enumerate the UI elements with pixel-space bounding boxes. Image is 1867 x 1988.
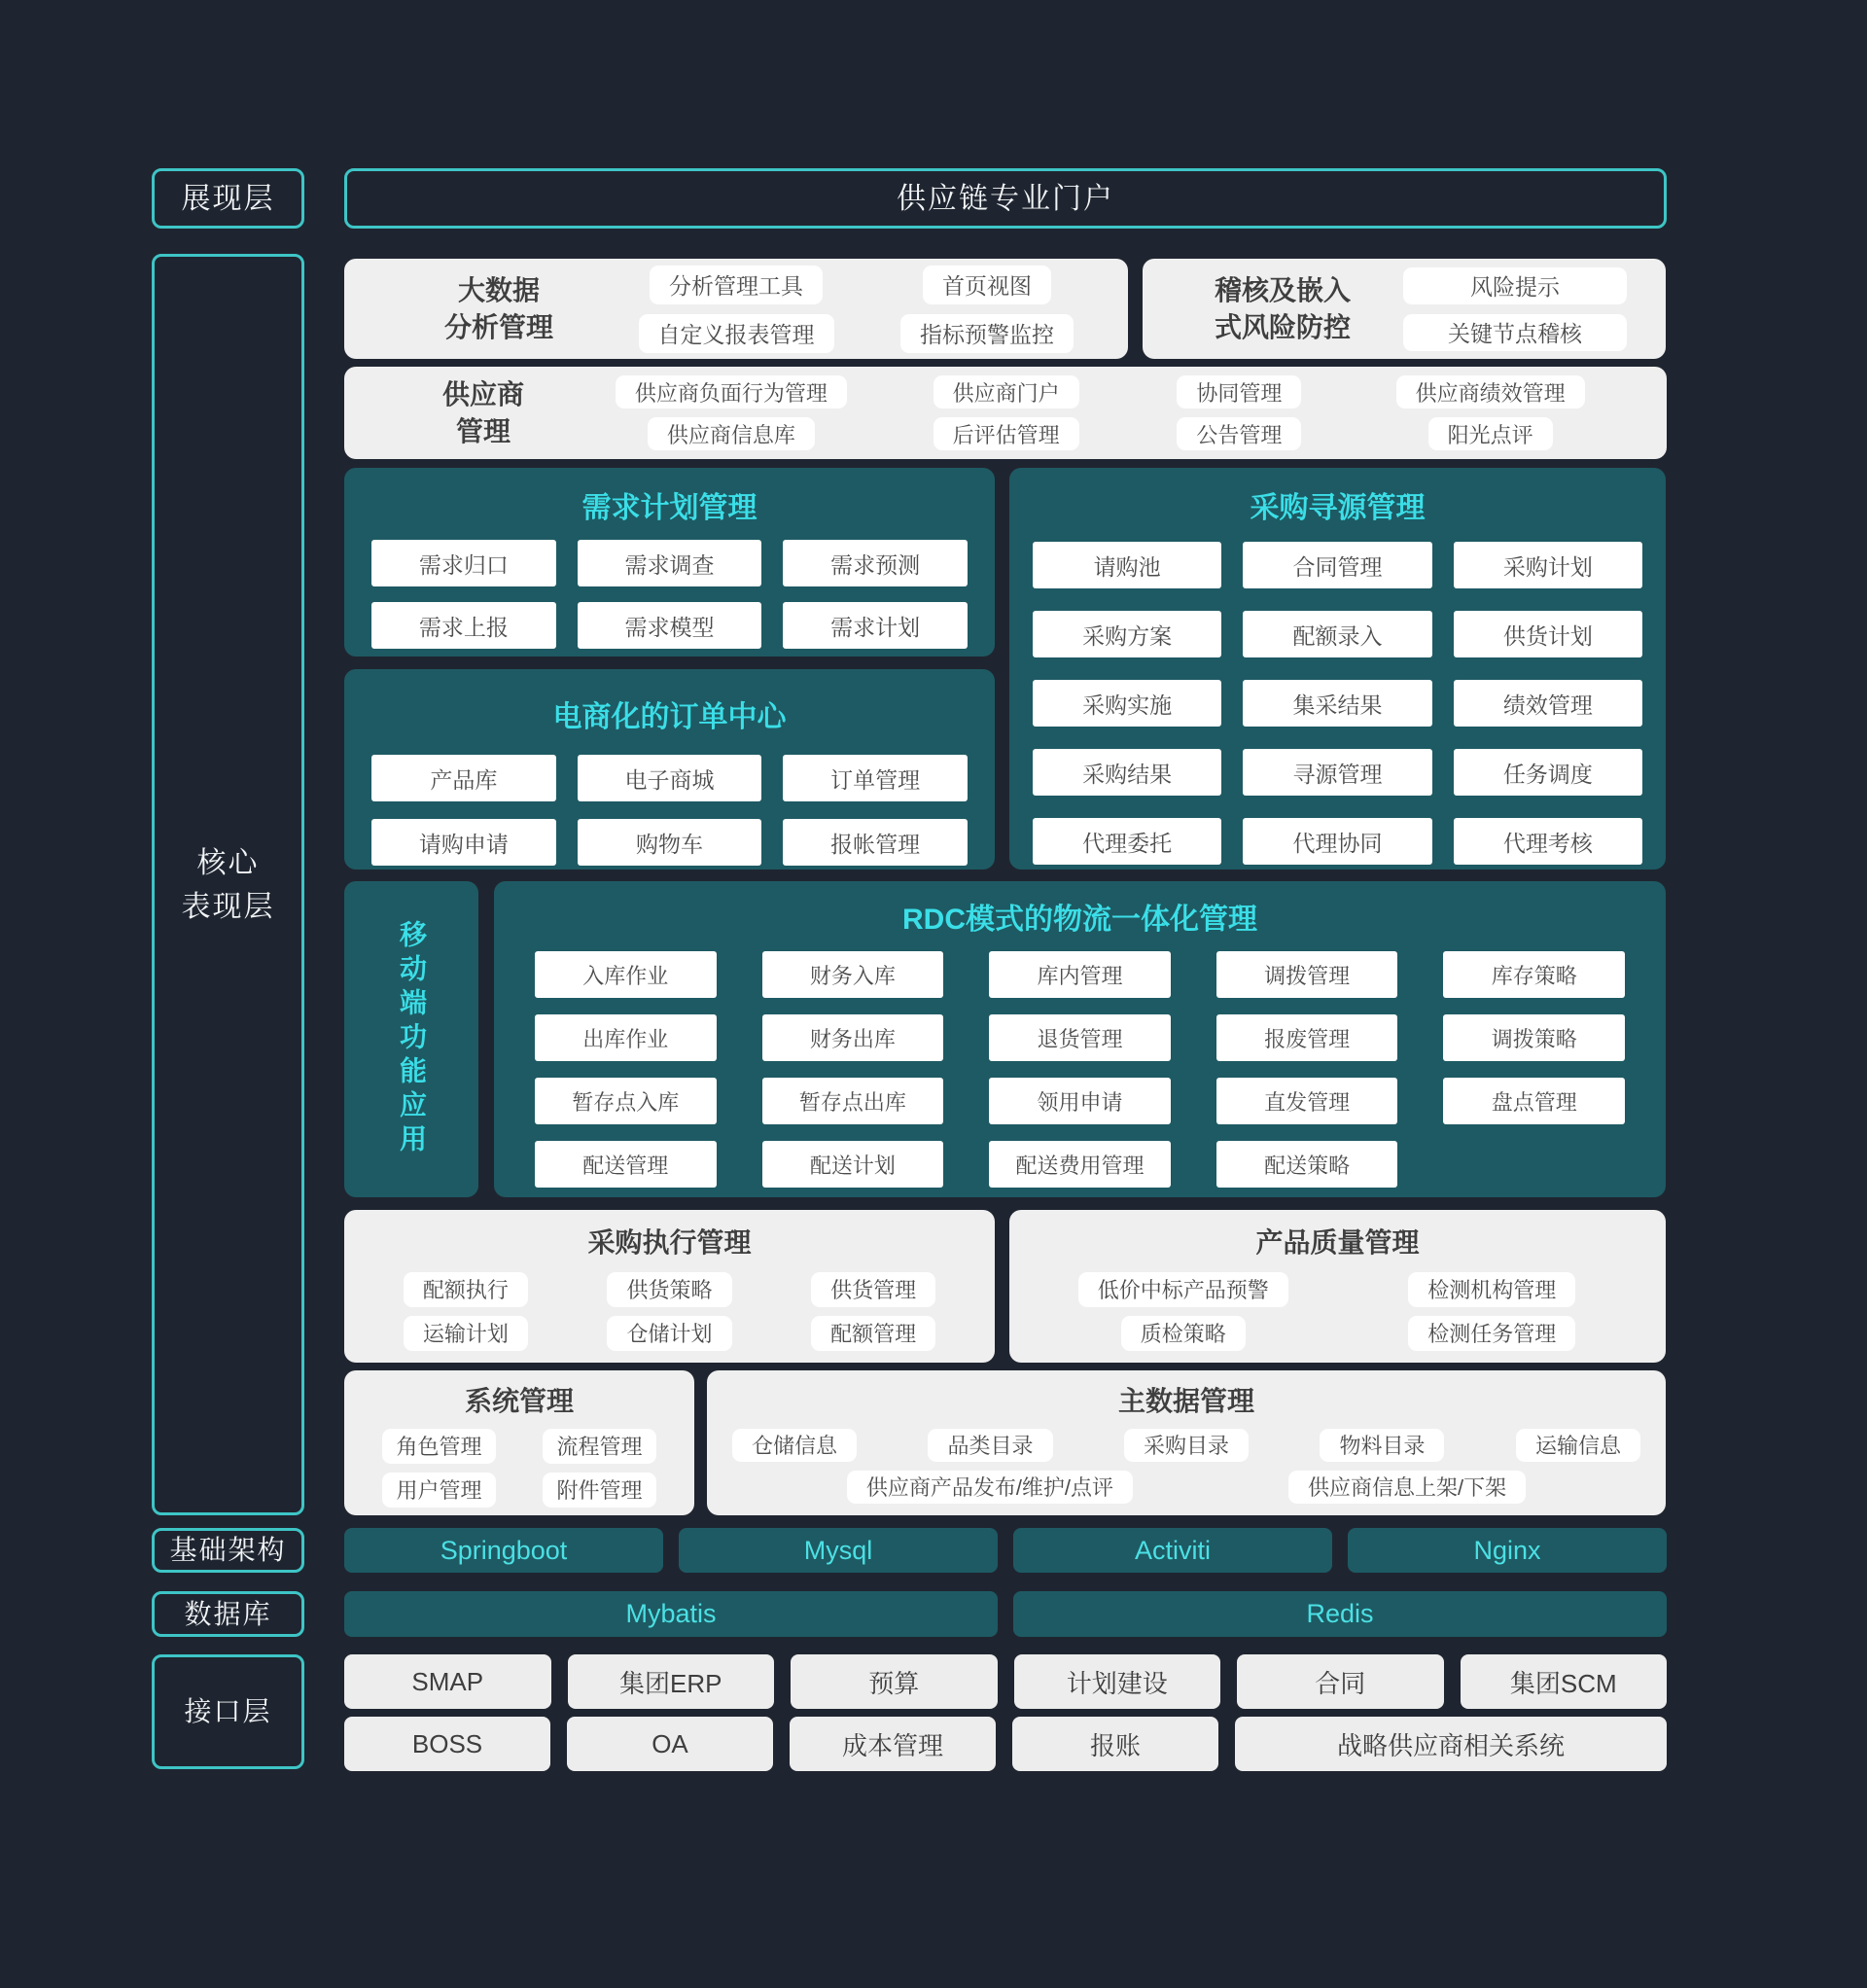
module-chip: 需求调查 xyxy=(578,540,762,586)
external-system-chip: SMAP xyxy=(344,1654,551,1709)
section-title: 产品质量管理 xyxy=(1255,1227,1420,1258)
module-chip: 供应商信息上架/下架 xyxy=(1288,1471,1526,1504)
module-chip: 退货管理 xyxy=(989,1014,1171,1061)
external-system-chip: 成本管理 xyxy=(790,1717,996,1771)
module-chip: 附件管理 xyxy=(543,1473,655,1508)
module-chip: 需求计划 xyxy=(783,602,968,649)
module-chip: 运输计划 xyxy=(404,1316,528,1351)
module-chip: 用户管理 xyxy=(382,1473,495,1508)
section-audit-risk xyxy=(1143,259,1666,359)
module-chip: 配额执行 xyxy=(404,1272,528,1307)
module-grid xyxy=(1390,267,1640,351)
module-chip: 库存策略 xyxy=(1443,951,1625,998)
tech-pill: Mybatis xyxy=(344,1591,998,1637)
module-chip: 供货计划 xyxy=(1454,611,1642,657)
module-chip: 配额管理 xyxy=(811,1316,935,1351)
section-bigdata-analysis xyxy=(344,259,1128,359)
layer-label-database xyxy=(152,1591,304,1637)
layer-label-interface xyxy=(152,1654,304,1769)
module-grid xyxy=(371,540,968,649)
module-chip: 质检策略 xyxy=(1121,1316,1246,1351)
module-chip: 供应商产品发布/维护/点评 xyxy=(847,1471,1133,1504)
module-chip: 暂存点入库 xyxy=(535,1078,717,1124)
section-product-quality xyxy=(1009,1210,1666,1363)
module-chip: 需求归口 xyxy=(371,540,556,586)
module-chip: 出库作业 xyxy=(535,1014,717,1061)
module-grid xyxy=(576,375,1628,450)
layer-label-infrastructure xyxy=(152,1528,304,1573)
module-grid xyxy=(373,1272,966,1351)
module-chip: 仓储信息 xyxy=(732,1429,857,1462)
module-chip: 购物车 xyxy=(578,819,762,866)
module-chip: 产品库 xyxy=(371,755,556,801)
panel-title: 电商化的订单中心 xyxy=(552,701,787,733)
module-chip: 运输信息 xyxy=(1516,1429,1640,1462)
row-infrastructure-tech xyxy=(344,1528,1667,1573)
module-chip: 自定义报表管理 xyxy=(639,314,834,353)
row-interface-systems xyxy=(344,1654,1667,1709)
module-chip: 寻源管理 xyxy=(1243,749,1431,796)
module-chip: 检测任务管理 xyxy=(1408,1316,1575,1351)
external-system-chip: OA xyxy=(567,1717,773,1771)
module-chip: 首页视图 xyxy=(923,266,1051,304)
module-grid xyxy=(535,951,1625,1188)
panel-mobile-apps xyxy=(344,881,478,1197)
module-grid xyxy=(371,755,968,866)
section-supplier-mgmt xyxy=(344,367,1667,459)
module-chip: 供货管理 xyxy=(811,1272,935,1307)
module-chip: 供应商绩效管理 xyxy=(1396,375,1585,408)
panel-title: 需求计划管理 xyxy=(581,492,757,524)
module-chip: 代理委托 xyxy=(1033,818,1221,865)
module-chip: 代理考核 xyxy=(1454,818,1642,865)
layer-label-presentation xyxy=(152,168,304,229)
layer-label-text: 展现层 xyxy=(181,182,275,215)
external-system-chip: BOSS xyxy=(344,1717,550,1771)
module-chip: 流程管理 xyxy=(543,1429,655,1464)
tech-pill: Nginx xyxy=(1348,1528,1667,1573)
module-chip: 配送计划 xyxy=(762,1141,944,1188)
module-chip: 采购计划 xyxy=(1454,542,1642,588)
module-chip: 报废管理 xyxy=(1216,1014,1398,1061)
module-chip: 合同管理 xyxy=(1243,542,1431,588)
module-chip: 采购方案 xyxy=(1033,611,1221,657)
module-grid xyxy=(611,266,1112,353)
panel-demand-planning xyxy=(344,468,995,657)
layer-label-core xyxy=(152,254,304,1515)
module-chip: 采购实施 xyxy=(1033,680,1221,727)
section-procurement-execution xyxy=(344,1210,995,1363)
row-interface-systems xyxy=(344,1717,1667,1771)
module-chip: 代理协同 xyxy=(1243,818,1431,865)
module-grid xyxy=(1033,542,1642,865)
module-chip: 需求预测 xyxy=(783,540,968,586)
panel-rdc-logistics xyxy=(494,881,1666,1197)
module-chip: 绩效管理 xyxy=(1454,680,1642,727)
module-chip: 盘点管理 xyxy=(1443,1078,1625,1124)
panel-procurement-sourcing xyxy=(1009,468,1666,870)
module-chip: 公告管理 xyxy=(1177,417,1301,450)
module-chip: 物料目录 xyxy=(1320,1429,1444,1462)
external-system-chip: 战略供应商相关系统 xyxy=(1235,1717,1667,1771)
module-chip: 库内管理 xyxy=(989,951,1171,998)
tech-pill: Springboot xyxy=(344,1528,663,1573)
module-chip: 后评估管理 xyxy=(934,417,1079,450)
module-chip: 角色管理 xyxy=(382,1429,495,1464)
layer-label-text: 表现层 xyxy=(181,890,275,923)
module-chip: 配送管理 xyxy=(535,1141,717,1188)
module-chip: 暂存点出库 xyxy=(762,1078,944,1124)
panel-order-center xyxy=(344,669,995,870)
portal-title: 供应链专业门户 xyxy=(897,182,1114,215)
row-database-tech xyxy=(344,1591,1667,1637)
layer-label-text: 基础架构 xyxy=(169,1535,287,1565)
external-system-chip: 合同 xyxy=(1237,1654,1444,1709)
tech-pill: Redis xyxy=(1013,1591,1667,1637)
portal-banner xyxy=(344,168,1667,229)
section-title: 稽核及嵌入 式风险防控 xyxy=(1214,274,1351,342)
section-title: 采购执行管理 xyxy=(587,1227,752,1258)
section-master-data xyxy=(707,1370,1666,1515)
external-system-chip: 集团ERP xyxy=(568,1654,775,1709)
module-chip: 采购结果 xyxy=(1033,749,1221,796)
module-chip: 供应商门户 xyxy=(934,375,1079,408)
module-chip: 订单管理 xyxy=(783,755,968,801)
external-system-chip: 计划建设 xyxy=(1014,1654,1221,1709)
module-chip: 仓储计划 xyxy=(607,1316,731,1351)
module-chip: 供应商信息库 xyxy=(648,417,815,450)
tech-pill: Mysql xyxy=(679,1528,998,1573)
module-chip: 需求上报 xyxy=(371,602,556,649)
module-grid xyxy=(732,1429,1640,1462)
module-chip: 电子商城 xyxy=(578,755,762,801)
module-chip: 供货策略 xyxy=(607,1272,731,1307)
module-chip: 配额录入 xyxy=(1243,611,1431,657)
external-system-chip: 集团SCM xyxy=(1461,1654,1668,1709)
module-chip: 需求模型 xyxy=(578,602,762,649)
module-chip: 阳光点评 xyxy=(1428,417,1553,450)
module-chip: 领用申请 xyxy=(989,1078,1171,1124)
module-grid xyxy=(366,1429,673,1508)
module-chip: 检测机构管理 xyxy=(1408,1272,1575,1307)
module-chip: 请购申请 xyxy=(371,819,556,866)
module-grid xyxy=(732,1471,1640,1504)
module-chip: 关键节点稽核 xyxy=(1403,314,1627,351)
module-chip: 报帐管理 xyxy=(783,819,968,866)
module-chip: 采购目录 xyxy=(1124,1429,1249,1462)
module-chip: 财务出库 xyxy=(762,1014,944,1061)
module-chip: 调拨管理 xyxy=(1216,951,1398,998)
module-chip: 配送策略 xyxy=(1216,1141,1398,1188)
section-title: 主数据管理 xyxy=(1117,1386,1254,1416)
module-chip: 请购池 xyxy=(1033,542,1221,588)
module-chip: 分析管理工具 xyxy=(650,266,823,304)
section-title: 系统管理 xyxy=(464,1386,574,1416)
external-system-chip: 预算 xyxy=(791,1654,998,1709)
module-chip: 财务入库 xyxy=(762,951,944,998)
module-chip: 品类目录 xyxy=(928,1429,1052,1462)
panel-title: RDC模式的物流一体化管理 xyxy=(902,904,1257,936)
layer-label-text: 接口层 xyxy=(184,1696,272,1726)
section-title: 大数据 分析管理 xyxy=(443,274,553,342)
external-system-chip: 报账 xyxy=(1012,1717,1218,1771)
module-chip: 低价中标产品预警 xyxy=(1078,1272,1288,1307)
module-chip: 集采结果 xyxy=(1243,680,1431,727)
module-chip: 风险提示 xyxy=(1403,267,1627,304)
panel-title: 移动端功能应用 xyxy=(397,920,427,1158)
section-system-mgmt xyxy=(344,1370,694,1515)
module-chip: 直发管理 xyxy=(1216,1078,1398,1124)
module-chip: 供应商负面行为管理 xyxy=(616,375,847,408)
layer-label-text: 核心 xyxy=(196,846,260,879)
module-chip: 指标预警监控 xyxy=(900,314,1074,353)
module-chip: 任务调度 xyxy=(1454,749,1642,796)
module-grid xyxy=(1039,1272,1637,1351)
tech-pill: Activiti xyxy=(1013,1528,1332,1573)
section-title: 供应商 管理 xyxy=(441,378,524,446)
module-chip: 配送费用管理 xyxy=(989,1141,1171,1188)
module-chip: 协同管理 xyxy=(1177,375,1301,408)
layer-label-text: 数据库 xyxy=(184,1598,272,1629)
panel-title: 采购寻源管理 xyxy=(1250,492,1426,524)
module-chip: 入库作业 xyxy=(535,951,717,998)
module-chip: 调拨策略 xyxy=(1443,1014,1625,1061)
